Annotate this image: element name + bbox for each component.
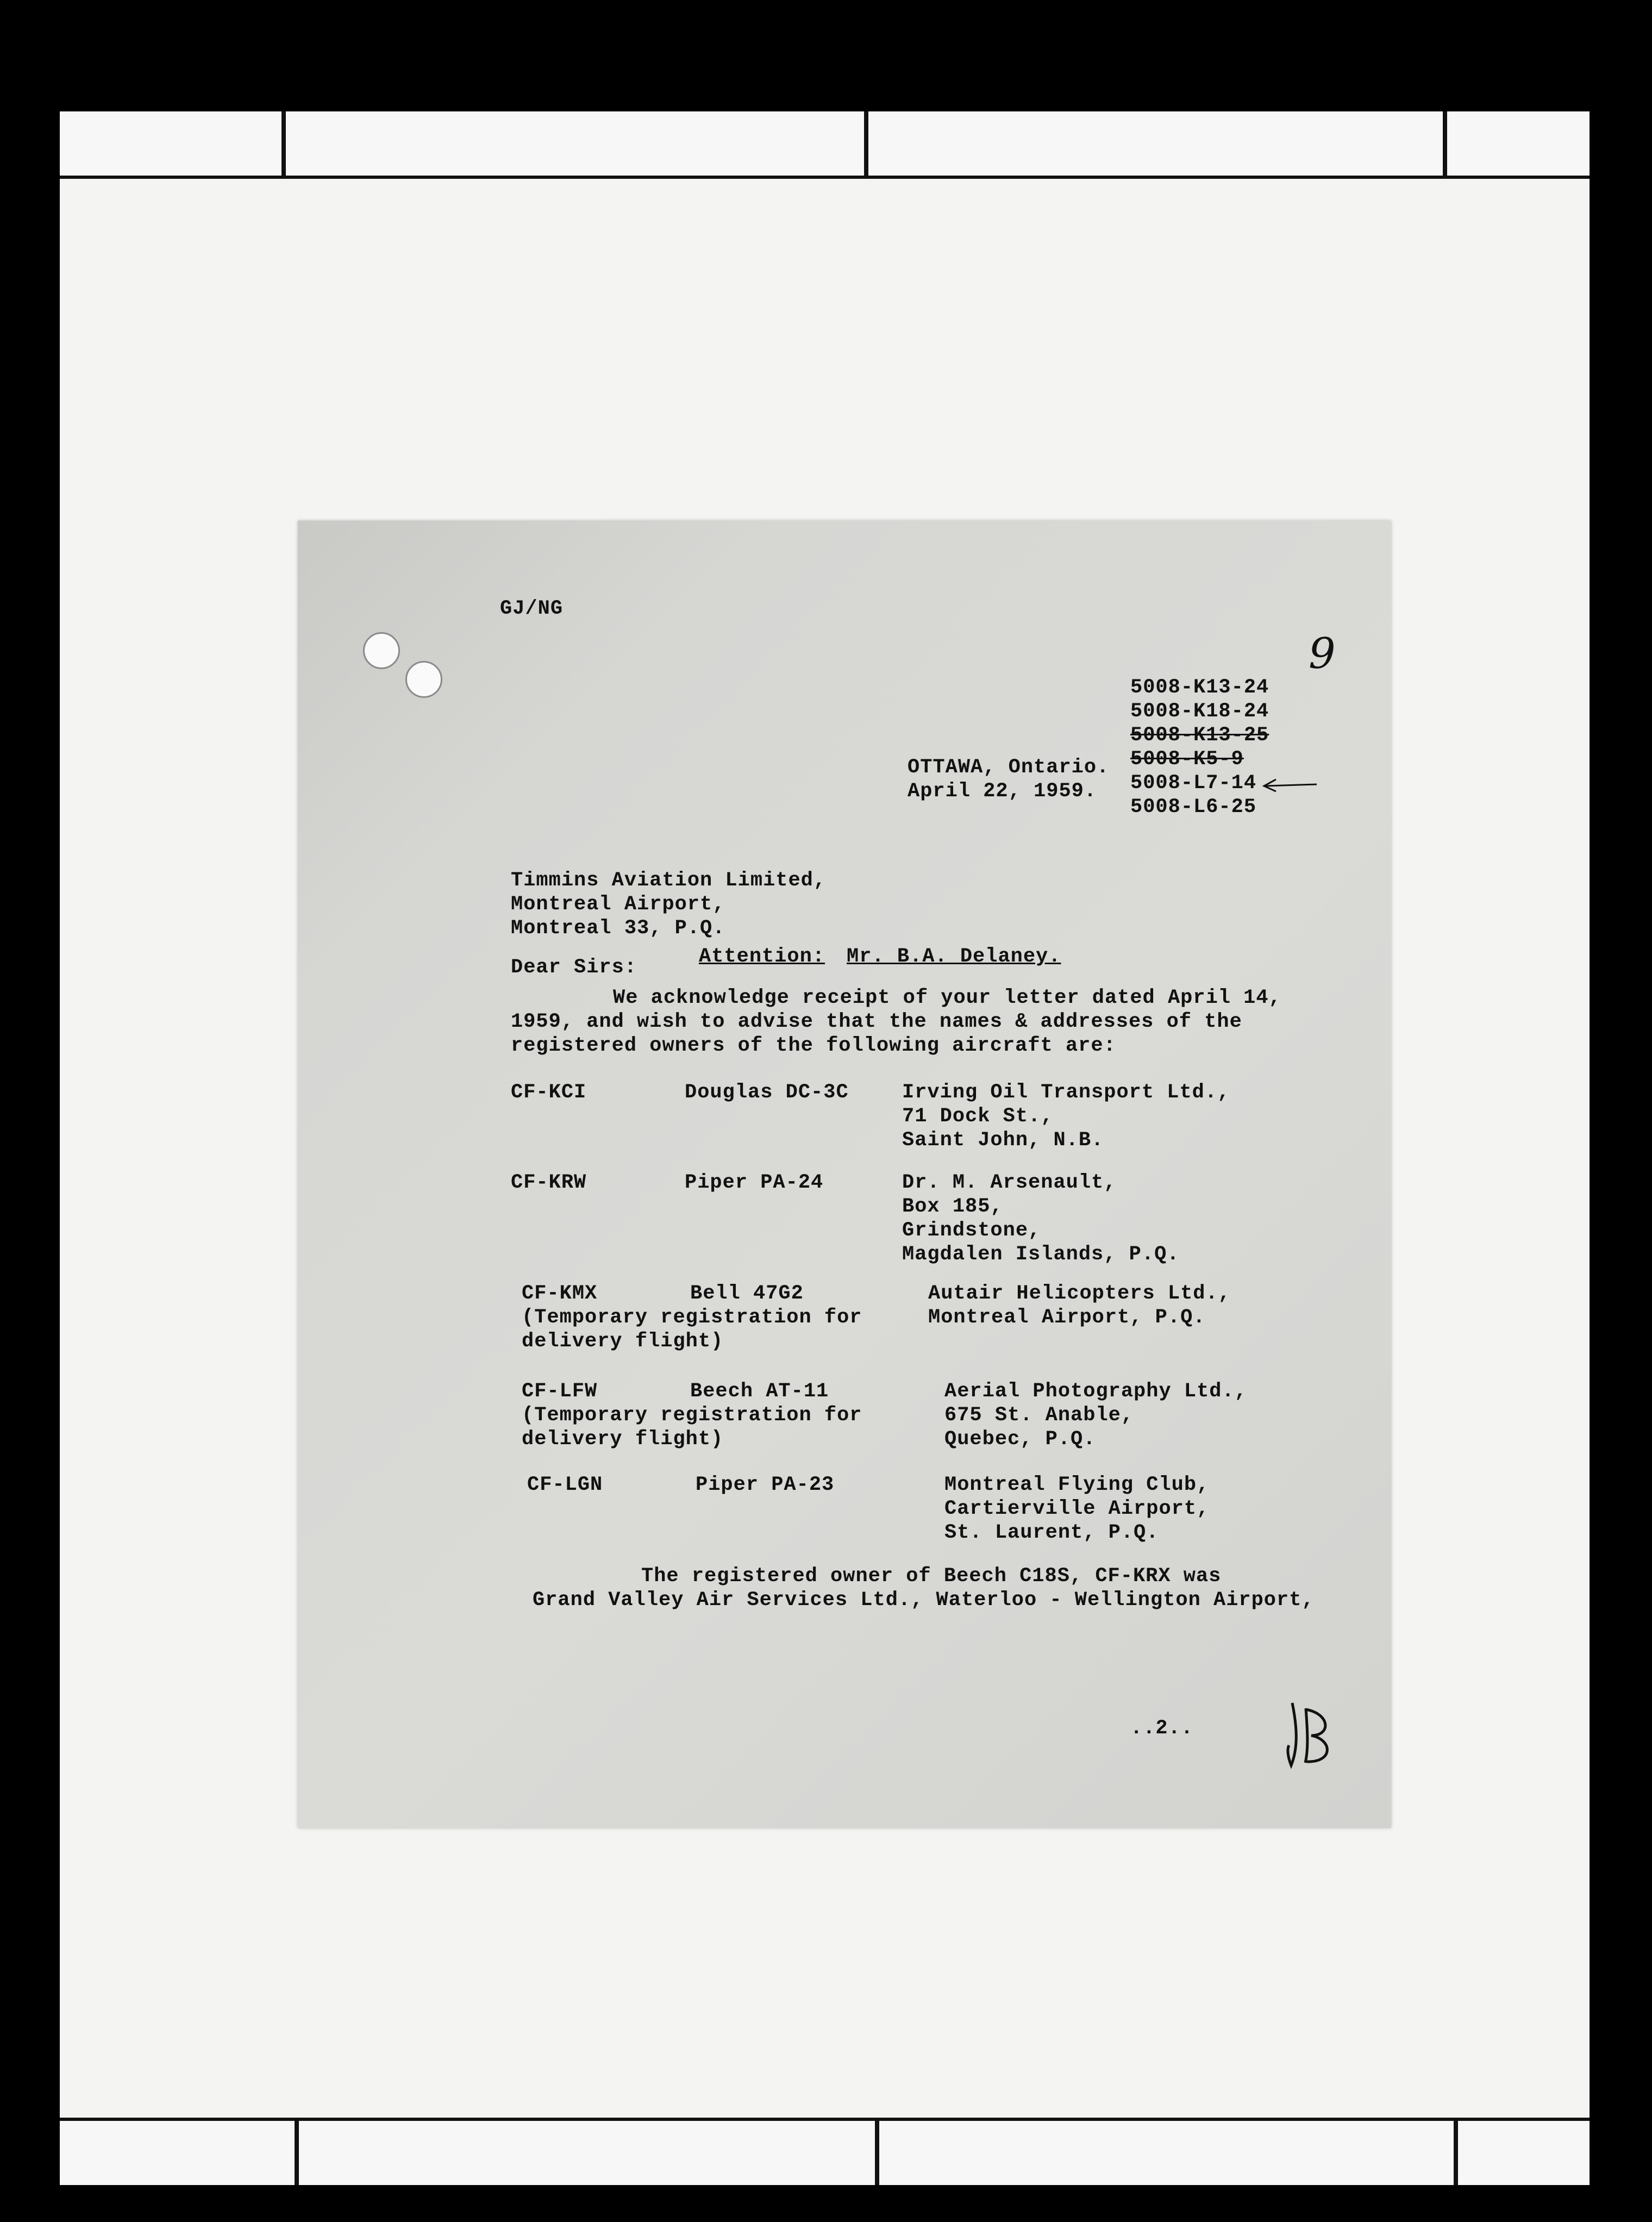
frame-top-band: [60, 111, 1590, 179]
salutation: Dear Sirs:: [511, 956, 637, 979]
closing-line: Grand Valley Air Services Ltd., Waterloo - Wellington Airport,: [533, 1589, 1315, 1612]
owner-line: St. Laurent, P.Q.: [944, 1521, 1159, 1544]
file-number: 5008-L7-14: [1130, 772, 1257, 795]
aircraft-registration: CF-LFW: [522, 1380, 598, 1403]
aircraft-type: Piper PA-24: [685, 1171, 824, 1194]
file-number: 5008-K18-24: [1130, 700, 1269, 723]
handwritten-initials: [1281, 1697, 1341, 1774]
aircraft-note: delivery flight): [522, 1428, 724, 1451]
frame-divider: [875, 2121, 879, 2185]
owner-line: 71 Dock St.,: [902, 1105, 1054, 1128]
owner-line: Saint John, N.B.: [902, 1129, 1104, 1152]
addressee-line: Montreal Airport,: [511, 893, 725, 916]
frame-divider: [295, 2121, 299, 2185]
owner-line: 675 St. Anable,: [944, 1404, 1134, 1427]
aircraft-type: Beech AT-11: [690, 1380, 829, 1403]
frame-divider: [1454, 2121, 1458, 2185]
aircraft-type: Douglas DC-3C: [685, 1081, 849, 1104]
owner-line: Montreal Flying Club,: [944, 1474, 1210, 1496]
closing-line: The registered owner of Beech C18S, CF-KRX was: [641, 1565, 1222, 1588]
addressee-line: Timmins Aviation Limited,: [511, 869, 827, 892]
aircraft-registration: CF-LGN: [527, 1474, 603, 1496]
attention-name: Mr. B.A. Delaney.: [847, 945, 1061, 968]
owner-line: Box 185,: [902, 1195, 1003, 1218]
letter-page: [298, 521, 1391, 1828]
file-number: 5008-L6-25: [1130, 796, 1257, 819]
aircraft-type: Piper PA-23: [696, 1474, 835, 1496]
frame-bottom-band: [60, 2118, 1590, 2185]
attention-label: Attention:: [699, 945, 825, 968]
owner-line: Irving Oil Transport Ltd.,: [902, 1081, 1230, 1104]
reference-initials: GJ/NG: [500, 597, 564, 620]
handwritten-page-number: 9: [1309, 629, 1336, 678]
owner-line: Grindstone,: [902, 1219, 1041, 1242]
body-line: registered owners of the following aircraft are:: [511, 1034, 1116, 1057]
file-number: 5008-K13-25: [1130, 724, 1269, 747]
owner-line: Dr. M. Arsenault,: [902, 1171, 1117, 1194]
punch-hole: [405, 661, 442, 698]
aircraft-registration: CF-KRW: [511, 1171, 587, 1194]
file-number: 5008-K13-24: [1130, 676, 1269, 699]
owner-line: Montreal Airport, P.Q.: [928, 1306, 1206, 1329]
frame-divider: [864, 111, 868, 176]
frame-divider: [281, 111, 286, 176]
addressee-line: Montreal 33, P.Q.: [511, 917, 725, 940]
body-line: We acknowledge receipt of your letter dated April 14,: [613, 987, 1281, 1009]
aircraft-registration: CF-KMX: [522, 1282, 598, 1305]
owner-line: Cartierville Airport,: [944, 1497, 1210, 1520]
date-line: April 22, 1959.: [908, 780, 1097, 803]
frame-divider: [1443, 111, 1447, 176]
place-line: OTTAWA, Ontario.: [908, 756, 1110, 779]
owner-line: Aerial Photography Ltd.,: [944, 1380, 1247, 1403]
arrow-mark-icon: [1260, 776, 1319, 792]
aircraft-note: (Temporary registration for: [522, 1306, 862, 1329]
owner-line: Magdalen Islands, P.Q.: [902, 1243, 1180, 1266]
file-number: 5008-K5-9: [1130, 748, 1244, 771]
owner-line: Autair Helicopters Ltd.,: [928, 1282, 1231, 1305]
punch-hole: [363, 632, 400, 669]
owner-line: Quebec, P.Q.: [944, 1428, 1096, 1451]
aircraft-note: delivery flight): [522, 1330, 724, 1353]
body-line: 1959, and wish to advise that the names & addresses of the: [511, 1010, 1242, 1033]
aircraft-registration: CF-KCI: [511, 1081, 587, 1104]
aircraft-note: (Temporary registration for: [522, 1404, 862, 1427]
page-marker: ..2..: [1130, 1717, 1194, 1740]
aircraft-type: Bell 47G2: [690, 1282, 804, 1305]
